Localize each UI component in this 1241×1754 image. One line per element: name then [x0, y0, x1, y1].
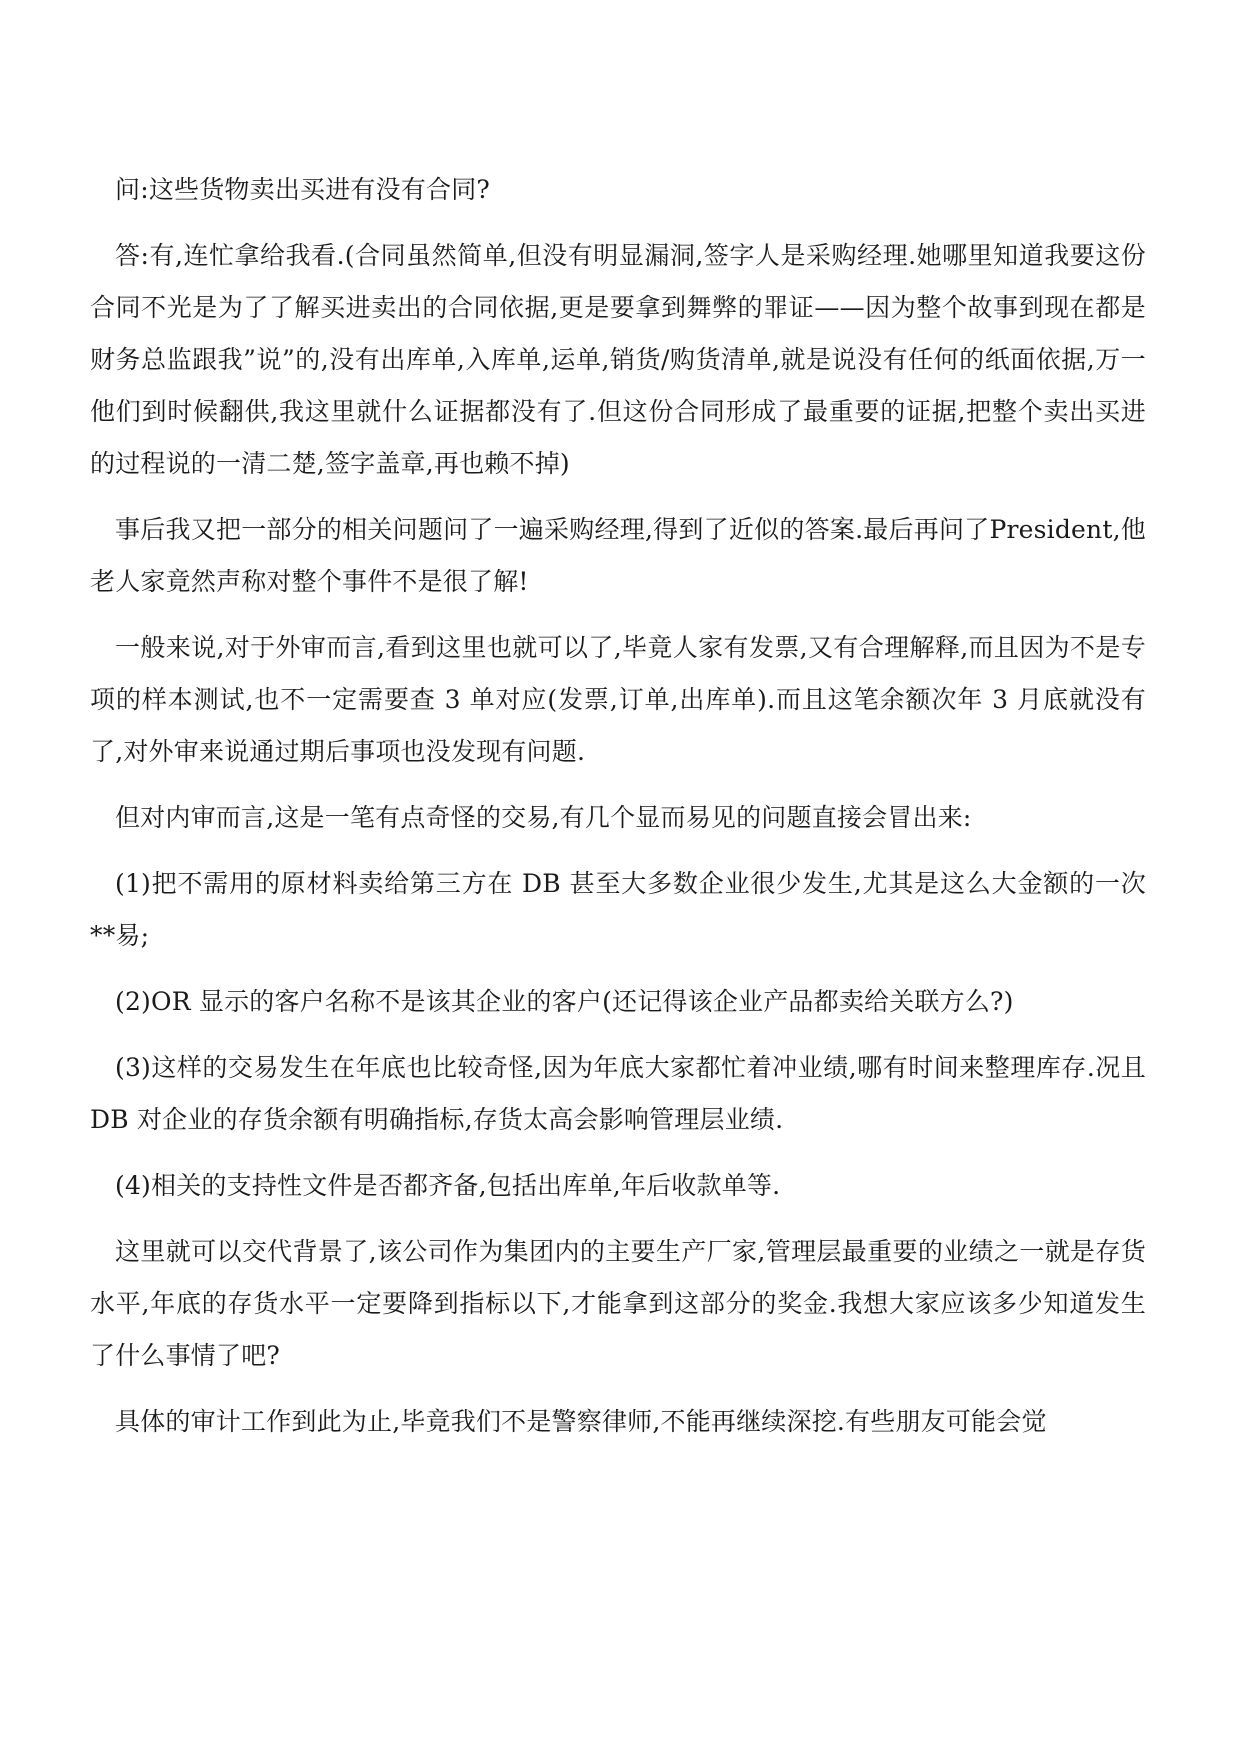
paragraph-answer-contract: 答:有,连忙拿给我看.(合同虽然简单,但没有明显漏洞,签字人是采购经理.她哪里知道我要这份合同不光是为了了解买进卖出的合同依据,更是要拿到舞弊的罪证——因为整个故事到现在都是财务总监跟我”说”的,没有出库单,入库单,运单,销货/购货清单,就是说没有任何的纸面依据,万一他们到时候翻供,我这里就什么证据都没有了.但这份合同形成了最重要的证据,把整个卖出买进的过程说的一清二楚,签字盖章,再也赖不掉): [90, 241, 1146, 478]
paragraph-conclusion: 具体的审计工作到此为止,毕竟我们不是警察律师,不能再继续深挖.有些朋友可能会觉: [115, 1407, 1047, 1436]
paragraph-internal-audit: 但对内审而言,这是一笔有点奇怪的交易,有几个显而易见的问题直接会冒出来:: [115, 803, 972, 832]
paragraph-question-contract: 问:这些货物卖出买进有没有合同?: [115, 175, 491, 204]
paragraph-issue-4: (4)相关的支持性文件是否都齐备,包括出库单,年后收款单等.: [115, 1171, 781, 1200]
paragraph-issue-3: (3)这样的交易发生在年底也比较奇怪,因为年底大家都忙着冲业绩,哪有时间来整理库存.况且 DB 对企业的存货余额有明确指标,存货太高会影响管理层业绩.: [90, 1053, 1146, 1134]
paragraph-issue-2: (2)OR 显示的客户名称不是该其企业的客户(还记得该企业产品都卖给关联方么?): [115, 987, 1014, 1016]
paragraph-purchasing-manager: 事后我又把一部分的相关问题问了一遍采购经理,得到了近似的答案.最后再问了President,他老人家竟然声称对整个事件不是很了解!: [90, 515, 1146, 596]
paragraph-issue-1: (1)把不需用的原材料卖给第三方在 DB 甚至大多数企业很少发生,尤其是这么大金额的一次**易;: [90, 869, 1146, 950]
document-body: [90, 164, 1146, 1462]
paragraph-external-audit: 一般来说,对于外审而言,看到这里也就可以了,毕竟人家有发票,又有合理解释,而且因为不是专项的样本测试,也不一定需要查 3 单对应(发票,订单,出库单).而且这笔余额次年 3 月底就没有了,对外审来说通过期后事项也没发现有问题.: [90, 633, 1146, 766]
paragraph-background: 这里就可以交代背景了,该公司作为集团内的主要生产厂家,管理层最重要的业绩之一就是存货水平,年底的存货水平一定要降到指标以下,才能拿到这部分的奖金.我想大家应该多少知道发生了什么事情了吧?: [90, 1237, 1146, 1370]
